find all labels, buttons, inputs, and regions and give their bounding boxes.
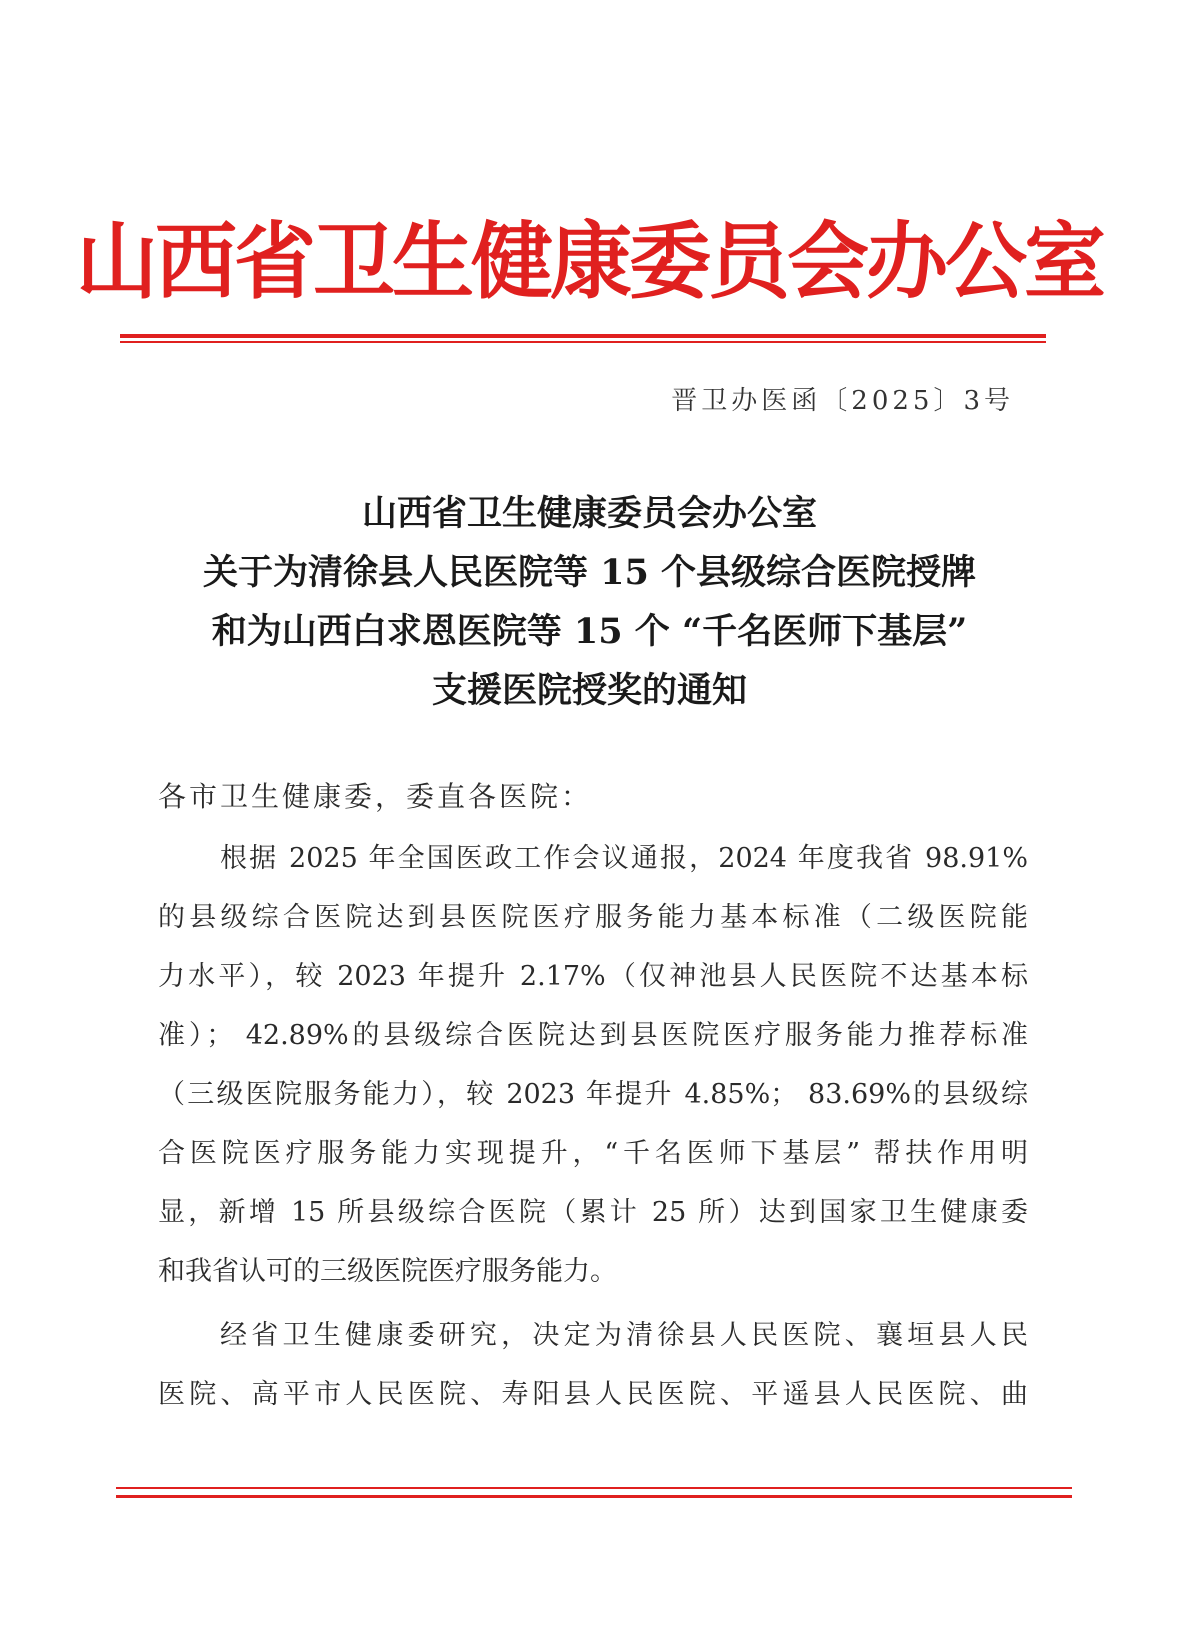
paragraph-line: 显，新增 15 所县级综合医院（累计 25 所）达到国家卫生健康委 [158, 1197, 1028, 1228]
paragraph-line: 合医院医疗服务能力实现提升，“千名医师下基层” 帮扶作用明 [158, 1138, 1028, 1169]
footer-rule-thick [116, 1495, 1072, 1498]
title-line: 关于为清徐县人民医院等 15 个县级综合医院授牌 [202, 552, 977, 593]
title-line: 支援医院授奖的通知 [431, 670, 747, 711]
paragraph-line: 和我省认可的三级医院医疗服务能力。 [158, 1256, 617, 1287]
paragraph-line: 经省卫生健康委研究，决定为清徐县人民医院、襄垣县人民 [220, 1320, 1028, 1351]
paragraph-line: 医院、高平市人民医院、寿阳县人民医院、平遥县人民医院、曲 [158, 1379, 1028, 1410]
masthead-rule-thick [120, 334, 1046, 338]
masthead-rule-thin [120, 341, 1046, 343]
title-line: 山西省卫生健康委员会办公室 [361, 493, 817, 534]
salutation: 各市卫生健康委，委直各医院： [158, 780, 593, 813]
paragraph-line: 根据 2025 年全国医政工作会议通报，2024 年度我省 98.91% [220, 843, 1028, 874]
document-number: 晋卫办医函〔2025〕3号 [671, 386, 1014, 416]
masthead-org-name: 山西省卫生健康委员会办公室 [75, 213, 1103, 311]
footer-rule-thin [116, 1487, 1072, 1489]
document-title [0, 484, 1179, 720]
paragraph-line: 力水平），较 2023 年提升 2.17%（仅神池县人民医院不达基本标 [158, 961, 1028, 992]
paragraph-line: 准）； 42.89%的县级综合医院达到县医院医疗服务能力推荐标准 [158, 1020, 1028, 1051]
paragraph-line: 的县级综合医院达到县医院医疗服务能力基本标准（二级医院能 [158, 902, 1028, 933]
paragraph-1 [158, 829, 1028, 1301]
paragraph-2 [158, 1306, 1028, 1424]
paragraph-line: （三级医院服务能力），较 2023 年提升 4.85%； 83.69%的县级综 [158, 1079, 1028, 1110]
title-line: 和为山西白求恩医院等 15 个 “千名医师下基层” [211, 611, 968, 652]
